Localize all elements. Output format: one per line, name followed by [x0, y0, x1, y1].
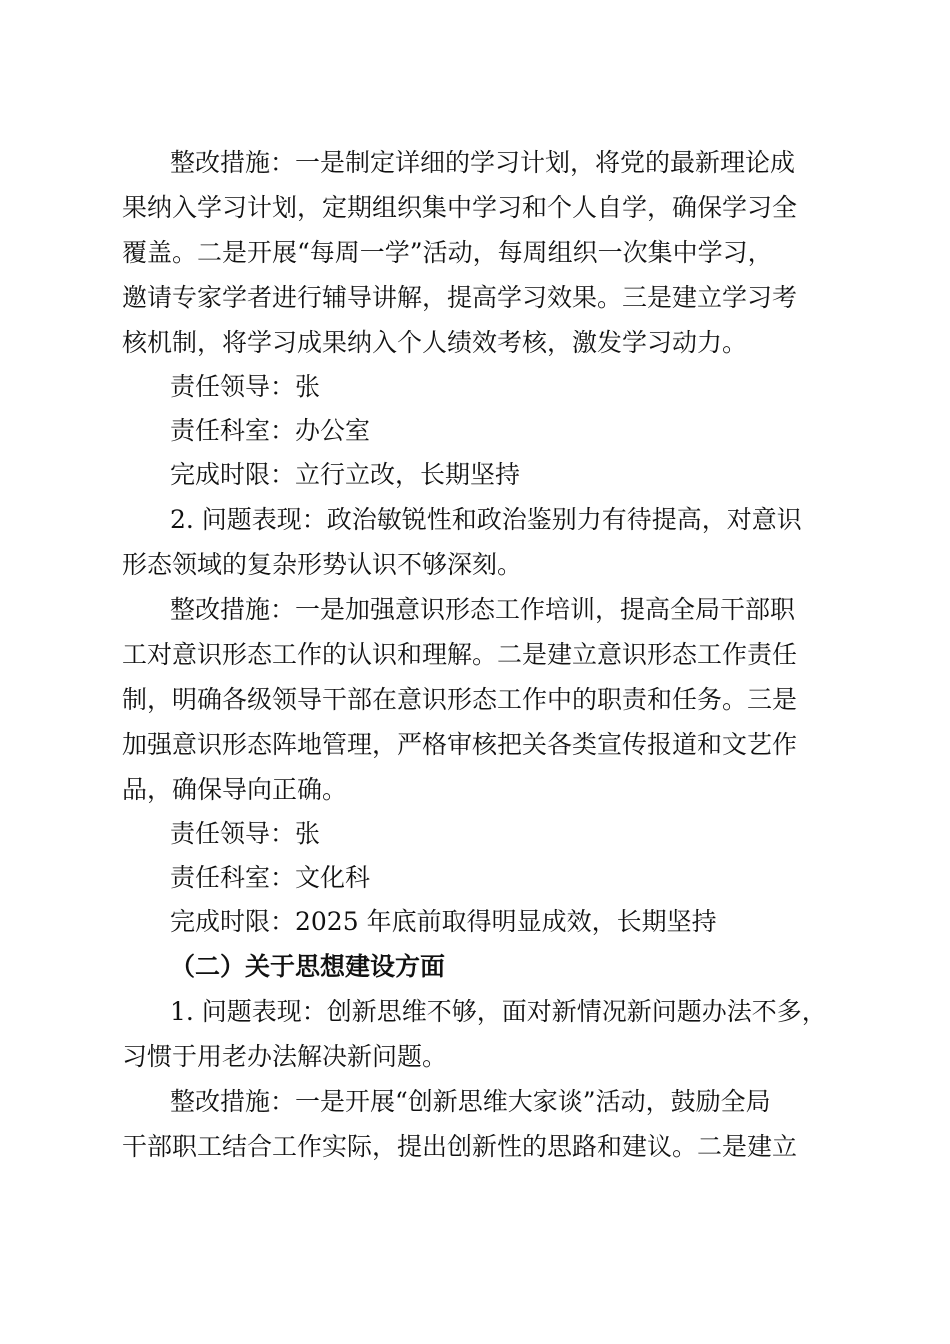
paragraph-line: 完成时限：立行立改，长期坚持: [170, 460, 521, 489]
paragraph-line: 习惯于用老办法解决新问题。: [122, 1042, 448, 1071]
paragraph-line: 2. 问题表现：政治敏锐性和政治鉴别力有待提高，对意识: [170, 505, 802, 534]
paragraph-line: 果纳入学习计划，定期组织集中学习和个人自学，确保学习全: [122, 193, 798, 222]
paragraph-line: 责任领导：张: [170, 372, 321, 401]
paragraph-line: 加强意识形态阵地管理，严格审核把关各类宣传报道和文艺作: [122, 730, 798, 759]
paragraph-line: 整改措施：一是制定详细的学习计划，将党的最新理论成: [170, 148, 796, 177]
paragraph-line: 整改措施：一是开展“创新思维大家谈”活动，鼓励全局: [170, 1087, 771, 1116]
paragraph-line: 覆盖。二是开展“每周一学”活动，每周组织一次集中学习，: [122, 238, 773, 267]
paragraph-line: 整改措施：一是加强意识形态工作培训，提高全局干部职: [170, 595, 796, 624]
paragraph-line: 完成时限：2025 年底前取得明显成效，长期坚持: [170, 907, 717, 936]
paragraph-line: 责任领导：张: [170, 819, 321, 848]
paragraph-line: 制，明确各级领导干部在意识形态工作中的职责和任务。三是: [122, 685, 798, 714]
paragraph-line: 核机制，将学习成果纳入个人绩效考核，激发学习动力。: [122, 328, 748, 357]
paragraph-line: 邀请专家学者进行辅导讲解，提高学习效果。三是建立学习考: [122, 283, 798, 312]
paragraph-line: 工对意识形态工作的认识和理解。二是建立意识形态工作责任: [122, 640, 798, 669]
paragraph-line: 责任科室：办公室: [170, 416, 371, 445]
paragraph-line: 1. 问题表现：创新思维不够，面对新情况新问题办法不多，: [170, 997, 827, 1026]
paragraph-line: 形态领域的复杂形势认识不够深刻。: [122, 550, 523, 579]
paragraph-line: 品，确保导向正确。: [122, 775, 348, 804]
paragraph-line: 责任科室：文化科: [170, 863, 371, 892]
paragraph-line: 干部职工结合工作实际，提出创新性的思路和建议。二是建立: [122, 1132, 798, 1161]
section-heading: （二）关于思想建设方面: [170, 952, 446, 981]
